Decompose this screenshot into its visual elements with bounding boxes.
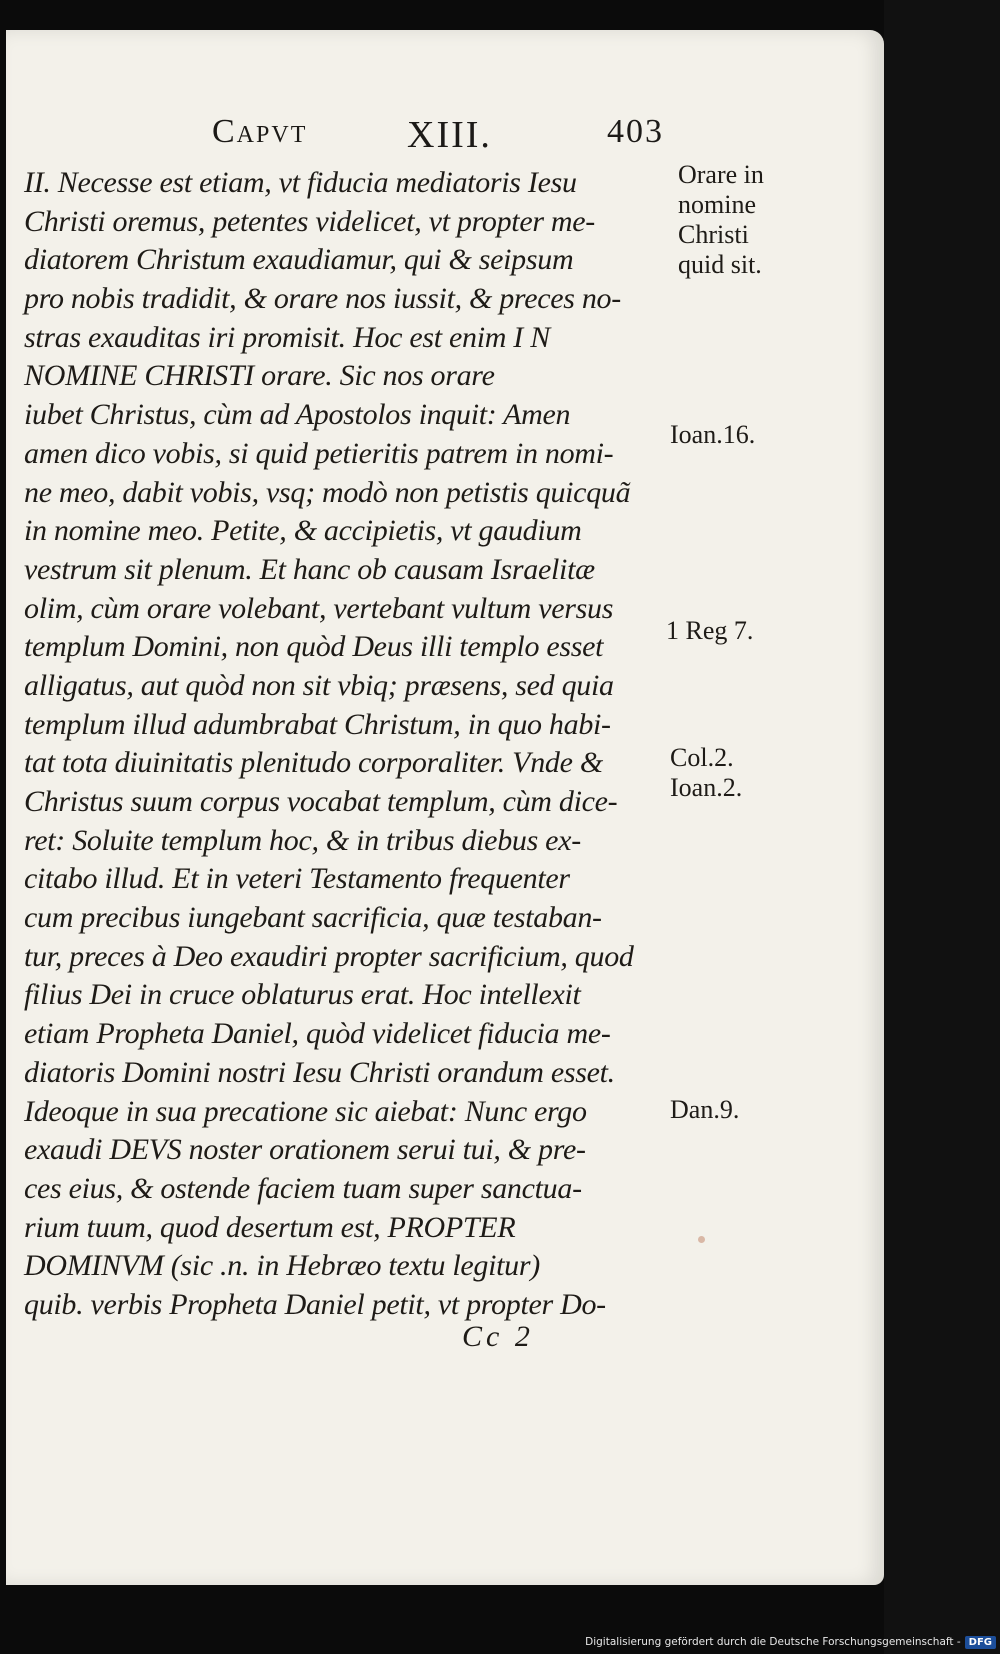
- margin-note-dan-9: Dan.9.: [670, 1095, 740, 1124]
- text-line: tur, preces à Deo exaudiri propter sacrificium, quod: [24, 939, 634, 973]
- chapter-number: XIII.: [407, 114, 492, 156]
- text-line: olim, cùm orare volebant, vertebant vultum versus: [24, 591, 614, 625]
- text-line: pro nobis tradidit, & orare nos iussit, & preces no-: [24, 282, 621, 316]
- text-line: filius Dei in cruce oblaturus erat. Hoc intellexit: [24, 978, 581, 1012]
- text-line: vestrum sit plenum. Et hanc ob causam Israelitæ: [24, 552, 595, 586]
- footer-credit: Digitalisierung gefördert durch die Deutsche Forschungsgemeinschaft -: [585, 1636, 961, 1648]
- text-line: diatorem Christum exaudiamur, qui & seipsum: [24, 243, 574, 277]
- text-line: in nomine meo. Petite, & accipietis, vt gaudium: [24, 514, 582, 548]
- text-line: NOMINE CHRISTI orare. Sic nos orare: [24, 359, 495, 393]
- text-line: etiam Propheta Daniel, quòd videlicet fiducia me-: [24, 1017, 611, 1051]
- text-line: cum precibus iungebant sacrificia, quæ testaban-: [24, 901, 602, 935]
- dfg-logo: DFG: [965, 1636, 996, 1649]
- text-line: amen dico vobis, si quid petieritis patrem in nomi-: [24, 436, 614, 470]
- margin-note-line: Col.2.: [670, 743, 734, 772]
- text-line: stras exauditas iri promisit. Hoc est enim I N: [24, 320, 550, 354]
- text-line: Christi oremus, petentes videlicet, vt propter me-: [24, 204, 595, 238]
- text-line: Christus suum corpus vocabat templum, cùm dice-: [24, 785, 618, 818]
- text-line: Ideoque in sua precatione sic aiebat: Nunc ergo: [24, 1094, 587, 1128]
- body-text: [24, 164, 674, 1325]
- footer-bar: [585, 1630, 1000, 1654]
- text-line: DOMINVM (sic .n. in Hebræo textu legitur): [24, 1249, 540, 1283]
- margin-note-reg-7: 1 Reg 7.: [666, 616, 754, 645]
- text-line: exaudi DEVS noster orationem serui tui, & pre-: [24, 1133, 586, 1167]
- margin-note-line: Christi: [678, 220, 749, 249]
- scan-background: [884, 0, 1000, 1654]
- text-line: templum Domini, non quòd Deus illi templo esset: [24, 630, 604, 664]
- margin-note-line: quid sit.: [678, 250, 762, 279]
- text-line: ces eius, & ostende faciem tuam super sanctua-: [24, 1171, 582, 1205]
- margin-note-line: Ioan.2.: [670, 773, 743, 802]
- running-head-title: Capvt: [212, 113, 308, 150]
- margin-note-ioan-16: Ioan.16.: [670, 420, 756, 449]
- running-head: [212, 113, 672, 157]
- text-line: citabo illud. Et in veteri Testamento frequenter: [24, 862, 570, 896]
- text-line: ret: Soluite templum hoc, & in tribus diebus ex-: [24, 823, 581, 857]
- margin-note-line: nomine: [678, 190, 756, 219]
- paper-speck: [698, 1236, 705, 1243]
- text-line: ne meo, dabit vobis, vsq; modò non petistis quicquã: [24, 475, 631, 509]
- margin-note-orare: [678, 160, 838, 280]
- text-line: rium tuum, quod desertum est, PROPTER: [24, 1210, 516, 1244]
- text-line: iubet Christus, cùm ad Apostolos inquit: Amen: [24, 398, 571, 432]
- text-line: templum illud adumbrabat Christum, in quo habi-: [24, 707, 611, 741]
- margin-note-line: Orare in: [678, 160, 764, 189]
- signature-mark: Cc 2: [462, 1320, 534, 1353]
- text-line: alligatus, aut quòd non sit vbiq; præsens, sed quia: [24, 668, 614, 702]
- page-number: 403: [607, 113, 664, 150]
- text-line: II. Necesse est etiam, vt fiducia mediatoris Iesu: [24, 166, 577, 199]
- text-line: tat tota diuinitatis plenitudo corporaliter. Vnde &: [24, 746, 603, 780]
- text-line: quib. verbis Propheta Daniel petit, vt propter Do-: [24, 1287, 606, 1321]
- margin-note-col-ioan: [670, 743, 742, 803]
- text-line: diatoris Domini nostri Iesu Christi orandum esset.: [24, 1055, 615, 1089]
